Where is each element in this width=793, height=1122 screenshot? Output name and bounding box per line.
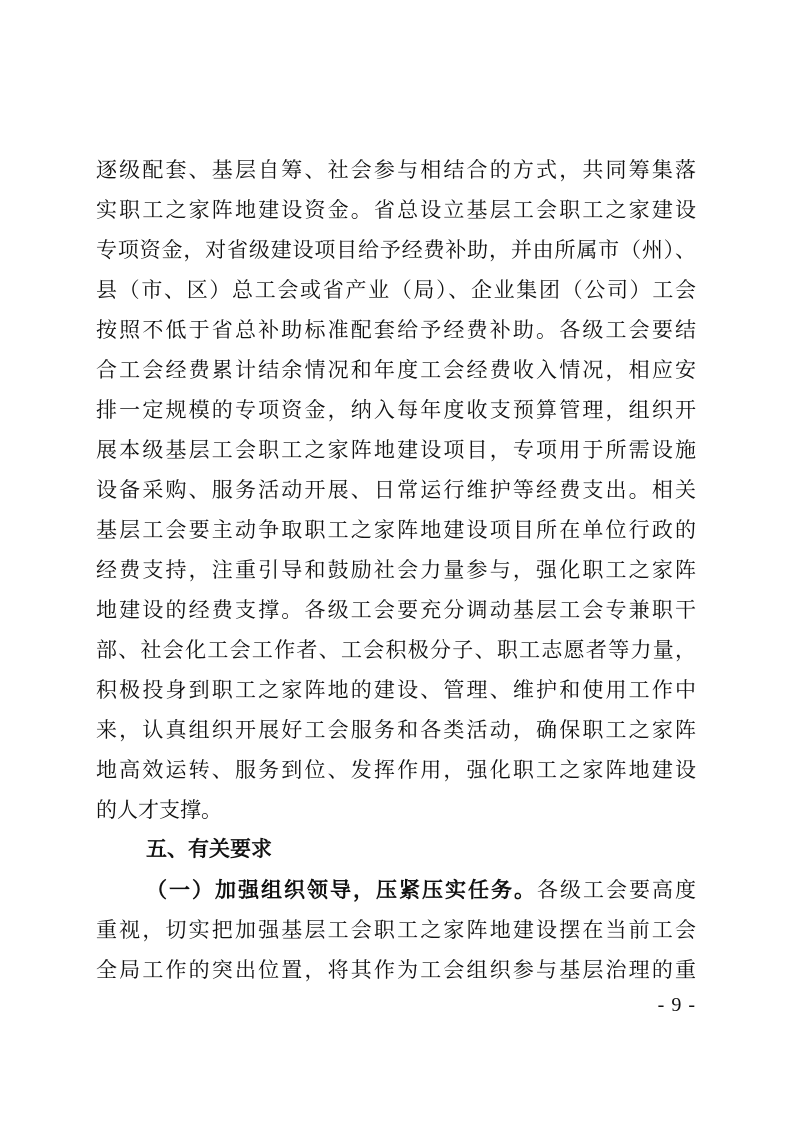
body-text-line: 经费支持，注重引导和鼓励社会力量参与，强化职工之家阵 [96,558,696,582]
document-body [96,150,696,990]
body-text-line: 来，认真组织开展好工会服务和各类活动，确保职工之家阵 [96,718,696,742]
body-text-line [96,870,696,910]
body-text-line: 展本级基层工会职工之家阵地建设项目，专项用于所需设施 [96,438,696,462]
body-text-line: 实职工之家阵地建设资金。省总设立基层工会职工之家建设 [96,198,696,222]
body-text-line: 地建设的经费支撑。各级工会要充分调动基层工会专兼职干 [96,598,696,622]
body-text-line: 按照不低于省总补助标准配套给予经费补助。各级工会要结 [96,318,696,342]
body-text-line: 专项资金，对省级建设项目给予经费补助，并由所属市（州）、 [96,238,696,262]
body-text-line: 的人才支撑。 [96,798,222,822]
body-text-line: 排一定规模的专项资金，纳入每年度收支预算管理，组织开 [96,398,696,422]
subsection-title: （一）加强组织领导，压紧压实任务。 [146,878,537,902]
body-text-line: 县（市、区）总工会或省产业（局）、企业集团（公司）工会 [96,278,696,302]
body-text-line: 设备采购、服务活动开展、日常运行维护等经费支出。相关 [96,478,696,502]
body-text-line: 逐级配套、基层自筹、社会参与相结合的方式，共同筹集落 [96,158,696,182]
section-heading: 五、有关要求 [146,838,272,861]
body-text-line: 地高效运转、服务到位、发挥作用，强化职工之家阵地建设 [96,758,696,782]
body-text-segment: 各级工会要高度 [537,878,696,902]
body-text-line: 全局工作的突出位置，将其作为工会组织参与基层治理的重 [96,958,696,982]
page-number: - 9 - [657,994,696,1016]
body-text-line: 合工会经费累计结余情况和年度工会经费收入情况，相应安 [96,358,696,382]
body-text-line: 部、社会化工会工作者、工会积极分子、职工志愿者等力量， [96,638,696,662]
body-text-line: 积极投身到职工之家阵地的建设、管理、维护和使用工作中 [96,678,696,702]
body-text-line: 基层工会要主动争取职工之家阵地建设项目所在单位行政的 [96,518,696,542]
body-text-line: 重视，切实把加强基层工会职工之家阵地建设摆在当前工会 [96,918,696,942]
